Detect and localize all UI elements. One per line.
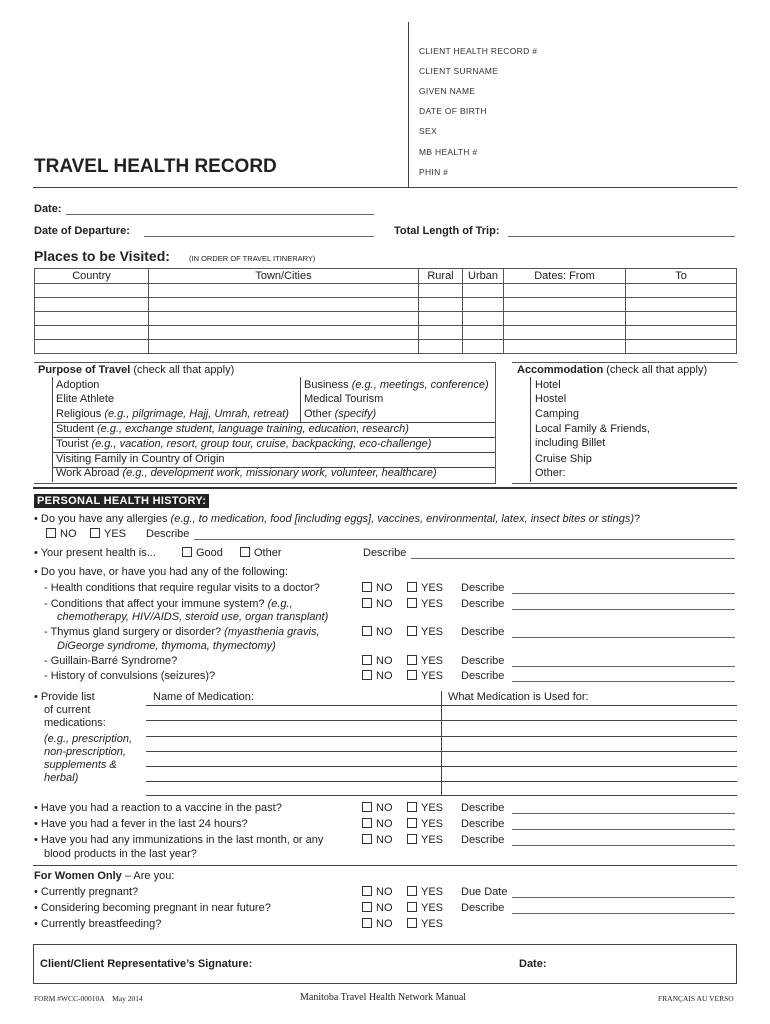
allergies-end: ?	[634, 513, 641, 525]
accommodation-other[interactable]: Other:	[535, 467, 566, 479]
allergies-q: • Do you have any allergies	[34, 513, 168, 525]
cond5-describe-field[interactable]	[512, 681, 735, 682]
col-to: To	[626, 269, 737, 284]
cond1-describe-label: Describe	[461, 582, 505, 594]
cond2-text: - Conditions that affect your immune system?	[44, 598, 265, 610]
present-health-good[interactable]	[182, 547, 223, 559]
accommodation-title-text: Accommodation	[517, 364, 604, 376]
signature-date-label: Date:	[519, 958, 547, 970]
purpose-business[interactable]	[304, 379, 489, 391]
checkbox-icon	[240, 547, 250, 557]
cond3-describe-field[interactable]	[512, 637, 735, 638]
pregnant-no[interactable]	[362, 886, 393, 898]
cond4-yes[interactable]	[407, 655, 443, 667]
breastfeeding-yes[interactable]	[407, 918, 443, 930]
fever-question: • Have you had a fever in the last 24 hours?	[34, 818, 248, 830]
places-header-row	[35, 269, 737, 284]
women-title-rest: – Are you:	[121, 870, 175, 882]
yes-label: YES	[421, 834, 444, 846]
col-country: Country	[35, 269, 149, 284]
form-date: May 2014	[112, 994, 143, 1003]
condition-convulsions: - History of convulsions (seizures)?	[44, 670, 216, 682]
accommodation-hotel[interactable]: Hotel	[535, 379, 561, 391]
purpose-religious[interactable]	[56, 408, 289, 420]
vaccine-no[interactable]	[362, 802, 393, 814]
business-label: Business	[304, 379, 349, 391]
pregnant-question: • Currently pregnant?	[34, 886, 139, 898]
cond2-describe-label: Describe	[461, 598, 505, 610]
purpose-title-text: Purpose of Travel	[38, 364, 131, 376]
no-label: NO	[376, 655, 393, 667]
cond5-yes[interactable]	[407, 670, 443, 682]
col-rural: Rural	[419, 269, 463, 284]
pregnant-yes[interactable]	[407, 886, 443, 898]
other-label: Other	[254, 547, 282, 559]
table-row[interactable]	[35, 340, 737, 354]
cond4-no[interactable]	[362, 655, 393, 667]
footer-form-number	[34, 994, 143, 1003]
immun-yes[interactable]	[407, 834, 443, 846]
present-health-question: • Your present health is...	[34, 547, 156, 559]
due-date-label: Due Date	[461, 886, 508, 898]
condition-guillain-barre: - Guillain-Barré Syndrome?	[44, 655, 178, 667]
fever-no[interactable]	[362, 818, 393, 830]
student-label: Student	[56, 423, 94, 435]
vaccine-describe-label: Describe	[461, 802, 505, 814]
medications-prompt	[34, 691, 132, 785]
no-label: NO	[376, 802, 393, 814]
cond3-no[interactable]	[362, 626, 393, 638]
checkbox-icon	[362, 626, 372, 636]
checkbox-icon	[407, 582, 417, 592]
checkbox-icon	[362, 670, 372, 680]
due-date-field[interactable]	[512, 897, 735, 898]
no-label: NO	[376, 834, 393, 846]
immunization-question: • Have you had any immunizations in the last month, or any	[34, 834, 324, 846]
tourist-ex: (e.g., vacation, resort, group tour, cruise, backpacking, eco-challenge)	[91, 438, 432, 450]
conditions-question: • Do you have, or have you had any of the following:	[34, 566, 288, 578]
cond1-yes[interactable]	[407, 582, 443, 594]
yes-label: YES	[421, 598, 444, 610]
cond2-describe-field[interactable]	[512, 609, 735, 610]
cond3-text: - Thymus gland surgery or disorder?	[44, 626, 222, 638]
trip-length-field[interactable]	[508, 236, 735, 237]
cond4-describe-label: Describe	[461, 655, 505, 667]
med-line-3: medications:	[44, 717, 106, 729]
yes-label: YES	[421, 886, 444, 898]
checkbox-icon	[407, 886, 417, 896]
immun-describe-label: Describe	[461, 834, 505, 846]
accommodation-title	[517, 364, 707, 376]
checkbox-icon	[182, 547, 192, 557]
yes-label: YES	[104, 528, 127, 540]
trip-length-label: Total Length of Trip:	[394, 225, 500, 237]
given-name-label: GIVEN NAME	[419, 86, 476, 96]
yes-label: YES	[421, 582, 444, 594]
yes-label: YES	[421, 626, 444, 638]
med-line-2: of current	[44, 704, 91, 716]
no-label: NO	[376, 818, 393, 830]
cond3-describe-label: Describe	[461, 626, 505, 638]
purpose-adoption[interactable]: Adoption	[56, 379, 100, 391]
work-label: Work Abroad	[56, 467, 120, 479]
accommodation-camping[interactable]: Camping	[535, 408, 580, 420]
med-ex-3: supplements &	[44, 759, 117, 771]
page-title: TRAVEL HEALTH RECORD	[34, 156, 277, 177]
places-table	[34, 268, 737, 354]
yes-label: YES	[421, 655, 444, 667]
immun-no[interactable]	[362, 834, 393, 846]
med-col-name: Name of Medication:	[153, 691, 254, 703]
vaccine-describe-field[interactable]	[512, 813, 735, 814]
allergies-yes[interactable]	[90, 528, 126, 540]
allergies-no[interactable]	[46, 528, 77, 540]
cond1-no[interactable]	[362, 582, 393, 594]
no-label: NO	[376, 670, 393, 682]
women-title-text: For Women Only	[34, 870, 122, 882]
breastfeeding-question: • Currently breastfeeding?	[34, 918, 162, 930]
departure-label: Date of Departure:	[34, 225, 130, 237]
checkbox-icon	[362, 886, 372, 896]
breastfeeding-no[interactable]	[362, 918, 393, 930]
client-health-record-label: CLIENT HEALTH RECORD #	[419, 46, 538, 56]
work-ex: (e.g., development work, missionary work, volunteer, healthcare)	[122, 467, 437, 479]
accommodation-billet: including Billet	[535, 437, 606, 449]
footer-french[interactable]: FRANÇAIS AU VERSO	[658, 994, 734, 1003]
checkbox-icon	[90, 528, 100, 538]
checkbox-icon	[362, 902, 372, 912]
yes-label: YES	[421, 818, 444, 830]
condition-thymus-ex: DiGeorge syndrome, thymoma, thymectomy)	[57, 640, 276, 652]
checkbox-icon	[407, 598, 417, 608]
religious-label: Religious	[56, 408, 102, 420]
medication-list-area[interactable]	[146, 705, 737, 795]
other-ex: (specify)	[334, 408, 377, 420]
footer-manual: Manitoba Travel Health Network Manual	[300, 992, 467, 1003]
allergies-describe-field[interactable]	[194, 539, 735, 540]
purpose-tourist[interactable]	[56, 438, 431, 450]
purpose-work[interactable]	[56, 467, 437, 479]
no-label: NO	[376, 902, 393, 914]
other-label: Other	[304, 408, 332, 420]
accommodation-title-note: (check all that apply)	[606, 364, 708, 376]
date-label: Date:	[34, 203, 62, 215]
checkbox-icon	[362, 802, 372, 812]
religious-ex: (e.g., pilgrimage, Hajj, Umrah, retreat)	[104, 408, 289, 420]
yes-label: YES	[421, 918, 444, 930]
fever-yes[interactable]	[407, 818, 443, 830]
immunization-question-2: blood products in the last year?	[44, 848, 197, 860]
cond5-no[interactable]	[362, 670, 393, 682]
accommodation-hostel[interactable]: Hostel	[535, 393, 567, 405]
col-town: Town/Cities	[149, 269, 419, 284]
checkbox-icon	[362, 918, 372, 928]
checkbox-icon	[407, 818, 417, 828]
no-label: NO	[376, 626, 393, 638]
student-ex: (e.g., exchange student, language training, education, research)	[96, 423, 409, 435]
cond3-ex1: (myasthenia gravis,	[224, 626, 320, 638]
med-col-use: What Medication is Used for:	[448, 691, 589, 703]
med-ex-4: herbal)	[44, 772, 79, 784]
checkbox-icon	[362, 834, 372, 844]
places-subtitle: (IN ORDER OF TRAVEL ITINERARY)	[189, 254, 316, 263]
condition-immune	[44, 598, 293, 610]
cond3-yes[interactable]	[407, 626, 443, 638]
immun-describe-field[interactable]	[512, 845, 735, 846]
client-surname-label: CLIENT SURNAME	[419, 66, 499, 76]
checkbox-icon	[407, 626, 417, 636]
no-label: NO	[376, 582, 393, 594]
mb-health-label: MB HEALTH #	[419, 147, 478, 157]
condition-doctor: - Health conditions that require regular visits to a doctor?	[44, 582, 320, 594]
date-of-birth-label: DATE OF BIRTH	[419, 106, 487, 116]
yes-label: YES	[421, 802, 444, 814]
cond5-describe-label: Describe	[461, 670, 505, 682]
table-row[interactable]	[35, 298, 737, 312]
condition-immune-ex: chemotherapy, HIV/AIDS, steroid use, organ transplant)	[57, 611, 329, 623]
purpose-medical[interactable]: Medical Tourism	[304, 393, 384, 405]
good-label: Good	[196, 547, 223, 559]
fever-describe-label: Describe	[461, 818, 505, 830]
checkbox-icon	[407, 655, 417, 665]
present-describe-label: Describe	[363, 547, 407, 559]
med-ex-1: (e.g., prescription,	[44, 733, 133, 745]
date-field[interactable]	[66, 214, 374, 215]
med-ex-2: non-prescription,	[44, 746, 126, 758]
no-label: NO	[376, 886, 393, 898]
accommodation-local-family[interactable]: Local Family & Friends,	[535, 423, 650, 435]
signature-label: Client/Client Representative’s Signature:	[40, 958, 253, 970]
col-urban: Urban	[463, 269, 504, 284]
women-title	[34, 870, 174, 882]
col-from: Dates: From	[504, 269, 626, 284]
cond2-yes[interactable]	[407, 598, 443, 610]
cond1-describe-field[interactable]	[512, 593, 735, 594]
table-row[interactable]	[35, 312, 737, 326]
med-line-1: • Provide list	[34, 691, 95, 703]
considering-yes[interactable]	[407, 902, 443, 914]
considering-describe-label: Describe	[461, 902, 505, 914]
yes-label: YES	[421, 902, 444, 914]
present-describe-field[interactable]	[411, 558, 735, 559]
phin-label: PHIN #	[419, 167, 449, 177]
allergies-describe-label: Describe	[146, 528, 190, 540]
checkbox-icon	[362, 655, 372, 665]
checkbox-icon	[407, 834, 417, 844]
tourist-label: Tourist	[56, 438, 89, 450]
purpose-title-note: (check all that apply)	[133, 364, 235, 376]
checkbox-icon	[362, 598, 372, 608]
table-row[interactable]	[35, 284, 737, 298]
considering-describe-field[interactable]	[512, 913, 735, 914]
departure-field[interactable]	[144, 236, 374, 237]
yes-label: YES	[421, 670, 444, 682]
fever-describe-field[interactable]	[512, 829, 735, 830]
checkbox-icon	[362, 582, 372, 592]
no-label: NO	[60, 528, 77, 540]
purpose-elite-athlete[interactable]: Elite Athlete	[56, 393, 115, 405]
places-title: Places to be Visited:	[34, 248, 170, 264]
cond2-ex1: (e.g.,	[267, 598, 293, 610]
vaccine-yes[interactable]	[407, 802, 443, 814]
allergies-ex: (e.g., to medication, food [including eggs], vaccines, environmental, latex, insect bites or stings)	[170, 513, 635, 525]
condition-thymus	[44, 626, 320, 638]
considering-no[interactable]	[362, 902, 393, 914]
table-row[interactable]	[35, 326, 737, 340]
sex-label: SEX	[419, 126, 437, 136]
no-label: NO	[376, 918, 393, 930]
cond4-describe-field[interactable]	[512, 666, 735, 667]
accommodation-cruise[interactable]: Cruise Ship	[535, 453, 592, 465]
health-section-title: PERSONAL HEALTH HISTORY:	[34, 494, 209, 508]
purpose-other[interactable]	[304, 408, 376, 420]
checkbox-icon	[407, 802, 417, 812]
considering-question: • Considering becoming pregnant in near future?	[34, 902, 271, 914]
checkbox-icon	[362, 818, 372, 828]
allergies-question	[34, 513, 640, 525]
vaccine-question: • Have you had a reaction to a vaccine in the past?	[34, 802, 282, 814]
checkbox-icon	[46, 528, 56, 538]
checkbox-icon	[407, 670, 417, 680]
present-health-other[interactable]	[240, 547, 282, 559]
purpose-student[interactable]	[56, 423, 409, 435]
form-number: FORM #WCC-00010A	[34, 994, 105, 1003]
checkbox-icon	[407, 918, 417, 928]
purpose-title	[38, 364, 234, 376]
cond2-no[interactable]	[362, 598, 393, 610]
business-ex: (e.g., meetings, conference)	[351, 379, 489, 391]
checkbox-icon	[407, 902, 417, 912]
no-label: NO	[376, 598, 393, 610]
purpose-visiting[interactable]: Visiting Family in Country of Origin	[56, 453, 225, 465]
